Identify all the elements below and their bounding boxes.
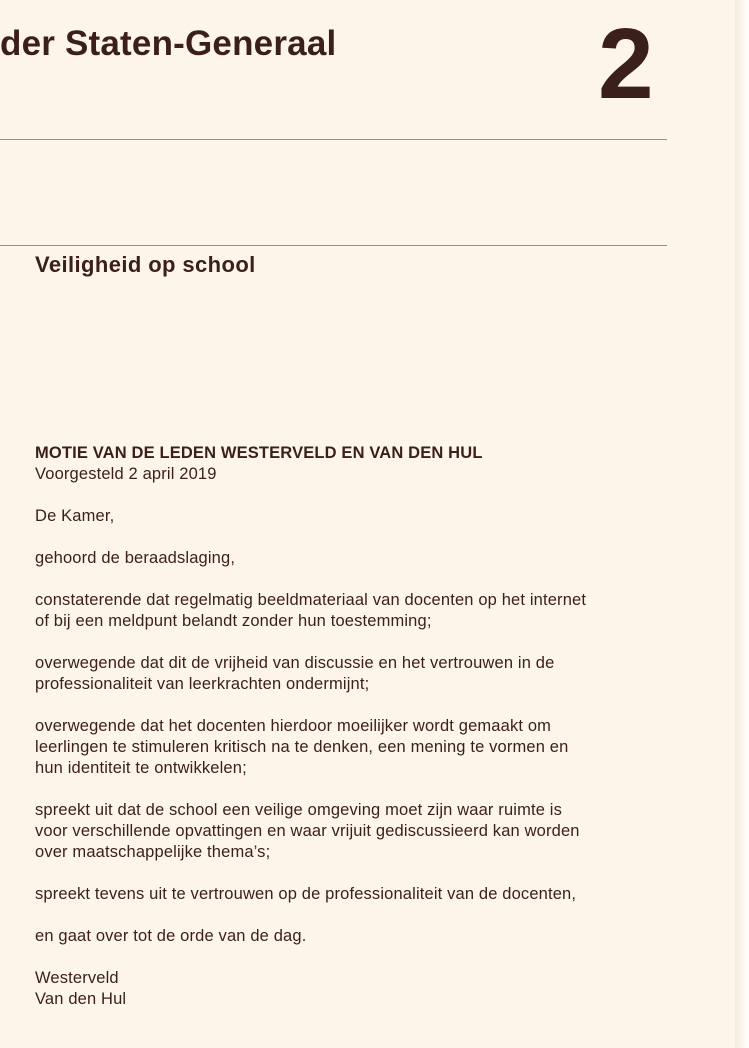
paragraph-line: De Kamer, — [35, 507, 115, 525]
paragraph-overwegende-2 — [35, 716, 675, 779]
proposed-date: Voorgesteld 2 april 2019 — [35, 465, 217, 483]
paragraph-line: over maatschappelijke thema’s; — [35, 843, 271, 861]
paragraph-deliberation — [35, 548, 675, 569]
signatory: Van den Hul — [35, 990, 127, 1008]
paragraph-line: constaterende dat regelmatig beeldmateriaal van docenten op het internet — [35, 591, 587, 609]
signatory: Westerveld — [35, 969, 119, 987]
paragraph-line: en gaat over tot de orde van de dag. — [35, 927, 307, 945]
issue-number: 2 — [598, 8, 654, 120]
paragraph-line: of bij een meldpunt belandt zonder hun toestemming; — [35, 612, 432, 630]
paragraph-line: leerlingen te stimuleren kritisch na te denken, een mening te vormen en — [35, 738, 569, 756]
header-divider — [0, 139, 667, 140]
signatories — [35, 968, 675, 1010]
paragraph-line: gehoord de beraadslaging, — [35, 549, 236, 567]
paragraph-constaterende — [35, 590, 675, 632]
subject-divider — [0, 245, 667, 246]
paragraph-address — [35, 506, 675, 527]
header-title: der Staten-Generaal — [0, 24, 337, 63]
paragraph-line: overwegende dat het docenten hierdoor moeilijker wordt gemaakt om — [35, 717, 552, 735]
paragraph-overwegende-1 — [35, 653, 675, 695]
subject-title: Veiligheid op school — [35, 252, 256, 277]
paragraph-line: voor verschillende opvattingen en waar vrijuit gediscussieerd kan worden — [35, 822, 580, 840]
page-edge — [735, 0, 749, 1048]
paragraph-line: professionaliteit van leerkrachten ondermijnt; — [35, 675, 370, 693]
motion-body — [35, 443, 675, 1010]
paragraph-line: hun identiteit te ontwikkelen; — [35, 759, 247, 777]
motion-title: MOTIE VAN DE LEDEN WESTERVELD EN VAN DEN HUL — [35, 444, 483, 462]
paragraph-line: overwegende dat dit de vrijheid van discussie en het vertrouwen in de — [35, 654, 555, 672]
paragraph-orde-van-de-dag — [35, 926, 675, 947]
paragraph-spreekt-uit — [35, 800, 675, 863]
paragraph-line: spreekt uit dat de school een veilige omgeving moet zijn waar ruimte is — [35, 801, 562, 819]
paragraph-line: spreekt tevens uit te vertrouwen op de professionaliteit van de docenten, — [35, 885, 577, 903]
paragraph-spreekt-tevens — [35, 884, 675, 905]
